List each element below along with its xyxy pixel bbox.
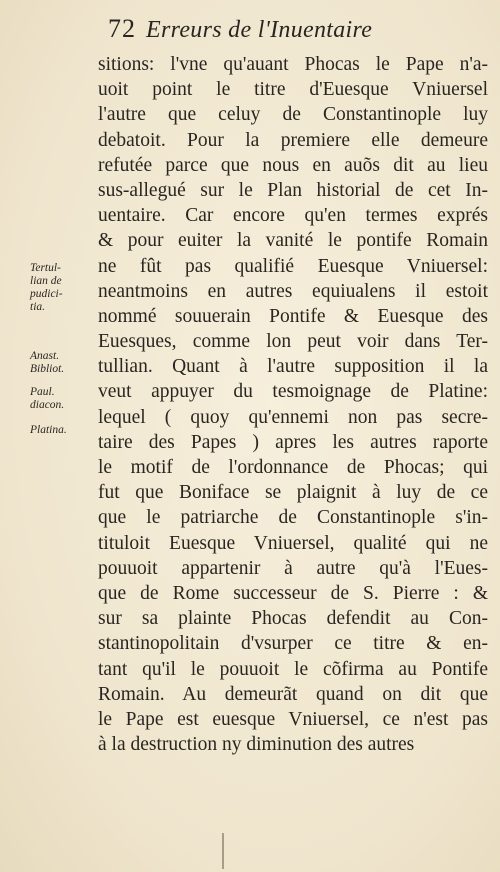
text-line: lequel ( quoy qu'ennemi non pas secre- bbox=[98, 406, 488, 428]
text-line: le Pape est euesque Vniuersel, ce n'est pas bbox=[98, 708, 488, 730]
text-line: sur sa plainte Phocas defendit au Con- bbox=[98, 608, 488, 630]
text-line: tullian. Quant à l'autre supposition il la bbox=[98, 356, 488, 378]
text-line: le motif de l'ordonnance de Phocas; qui bbox=[98, 457, 488, 478]
text-line: Romain. Au demeurãt quand on dit que bbox=[98, 683, 488, 705]
text-line: que de Rome successeur de S. Pierre : & bbox=[98, 582, 488, 604]
text-line: & pour euiter la vanité le pontife Romain bbox=[98, 230, 488, 252]
margin-note-platina: Platina. bbox=[30, 424, 67, 436]
text-line: uentaire. Car encore qu'en termes exprés bbox=[98, 205, 488, 227]
text-line: ne fût pas qualifié Euesque Vniuersel: bbox=[98, 255, 488, 277]
text-line: stantinopolitain d'vsurper ce titre & en- bbox=[98, 633, 488, 655]
margin-note-tertullian: Tertul- lian de pudici- tia. bbox=[30, 262, 63, 313]
page-number: 72 bbox=[108, 14, 136, 43]
page-header bbox=[108, 14, 488, 50]
text-line: sus-allegué sur le Plan historial de cet In- bbox=[98, 179, 488, 201]
text-line: debatoit. Pour la premiere elle demeure bbox=[98, 129, 488, 151]
text-line: que le patriarche de Constantinople s'in- bbox=[98, 507, 488, 529]
margin-note-anastasius: Anast. Bibliot. bbox=[30, 350, 65, 375]
text-line: Euesques, comme lon peut voir dans Ter- bbox=[98, 331, 488, 353]
text-line: sitions: l'vne qu'auant Phocas le Pape n'a- bbox=[98, 54, 488, 75]
text-line: tant qu'il le pouuoit le cõfirma au Pontife bbox=[98, 658, 488, 680]
margin-note-paulus: Paul. diacon. bbox=[30, 386, 65, 411]
text-line: tituloit Euesque Vniuersel, qualité qui ne bbox=[98, 532, 488, 554]
text-line: refutée parce que nous en auõs dit au lieu bbox=[98, 154, 488, 176]
text-line: veut appuyer du tesmoignage de Platine: bbox=[98, 381, 488, 403]
text-line: pouuoit appartenir à autre qu'à l'Eues- bbox=[98, 557, 488, 579]
running-head: Erreurs de l'Inuentaire bbox=[146, 17, 373, 43]
text-line: l'autre que celuy de Constantinople luy bbox=[98, 104, 488, 126]
text-line: nommé souuerain Pontife & Euesque des bbox=[98, 305, 488, 327]
text-line: à la destruction ny diminution des autres bbox=[98, 734, 415, 756]
text-line: uoit point le titre d'Euesque Vniuersel bbox=[98, 79, 488, 101]
text-line: taire des Papes ) apres les autres raporte bbox=[98, 431, 488, 453]
text-line: fut que Boniface se plaignit à luy de ce bbox=[98, 482, 488, 504]
text-line: neantmoins en autres equiualens il estoit bbox=[98, 280, 488, 302]
gutter-mark bbox=[222, 833, 224, 869]
body-text bbox=[98, 52, 488, 757]
